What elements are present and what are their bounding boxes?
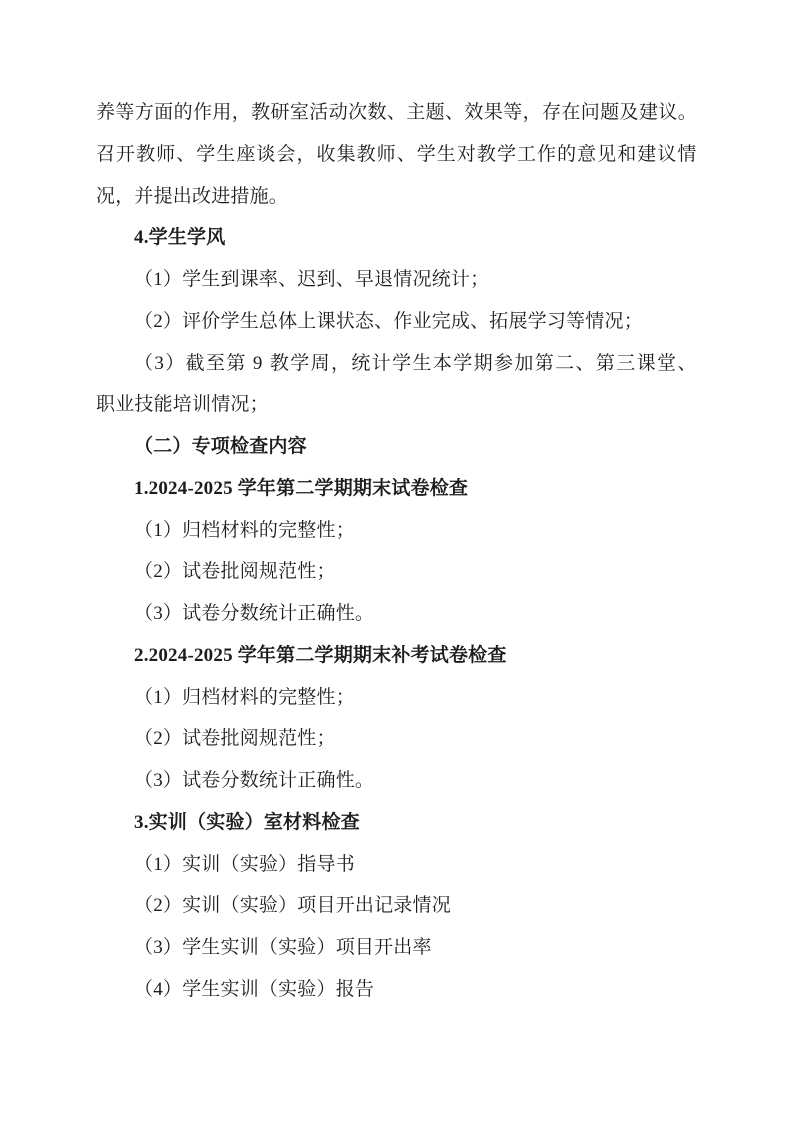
text-char: 室 xyxy=(289,102,310,123)
text-char: 、 xyxy=(176,143,196,165)
text-char: 意 xyxy=(577,143,597,165)
text-char: 召 xyxy=(96,143,116,165)
text-char: 本 xyxy=(432,352,453,374)
text-char: 教 xyxy=(476,143,497,165)
text-char: 教 xyxy=(269,352,290,374)
text-char: 题 xyxy=(425,102,445,123)
text-char: 教 xyxy=(136,143,156,165)
text-char: 、 xyxy=(445,102,465,123)
text-line xyxy=(96,134,697,176)
text-char: 计 xyxy=(371,352,391,374)
text-char: 及 xyxy=(619,102,639,123)
text-char: 数 xyxy=(367,102,387,123)
text-char: 作 xyxy=(537,143,557,165)
text-char: 存 xyxy=(541,102,562,123)
text-char: 活 xyxy=(309,102,329,123)
text-char: 作 xyxy=(192,102,213,123)
text-char: 工 xyxy=(516,143,537,165)
text-line xyxy=(96,343,697,385)
text-char: 3 xyxy=(154,352,165,374)
text-line: （2）实训（实验）项目开出记录情况 xyxy=(134,895,451,917)
text-line: （4）学生实训（实验）报告 xyxy=(134,978,375,1000)
text-char: 座 xyxy=(236,143,256,165)
text-char: 学 xyxy=(416,143,436,165)
text-line: 况，并提出改进措施。 xyxy=(96,185,289,207)
text-char: 用 xyxy=(212,102,232,123)
document-content xyxy=(96,92,697,1011)
text-char: 统 xyxy=(351,352,371,374)
text-line: （3）试卷分数统计正确性。 xyxy=(134,770,375,791)
text-char: 主 xyxy=(406,102,426,123)
text-char: 次 xyxy=(348,102,368,123)
text-char: 对 xyxy=(456,143,477,165)
text-char: 周 xyxy=(310,352,330,374)
text-char: 开 xyxy=(116,143,136,165)
text-char: 方 xyxy=(134,102,154,123)
text-char: 建 xyxy=(638,102,659,123)
text-line: （3）学生实训（实验）项目开出率 xyxy=(134,937,432,958)
text-char: 研 xyxy=(270,102,290,123)
text-char: 题 xyxy=(600,102,620,123)
text-line: （2）试卷批阅规范性； xyxy=(134,728,336,750)
text-char: ） xyxy=(165,352,185,374)
heading-line: 3.实训（实验）室材料检查 xyxy=(134,811,360,833)
text-char: ， xyxy=(296,143,316,165)
text-char: 第 xyxy=(226,352,246,374)
text-char: 教 xyxy=(356,143,376,165)
text-char: 和 xyxy=(617,143,637,165)
text-char: 在 xyxy=(561,102,581,123)
text-line: （1）归档材料的完整性； xyxy=(134,686,355,708)
text-char: 二 xyxy=(555,352,575,374)
text-char: ， xyxy=(331,352,351,374)
text-char: 动 xyxy=(328,102,348,123)
heading-line: 2.2024-2025 学年第二学期期末补考试卷检查 xyxy=(134,644,507,666)
text-char: 至 xyxy=(206,352,226,374)
text-char: 生 xyxy=(412,352,432,374)
text-char: 见 xyxy=(597,143,617,165)
text-char: 9 xyxy=(252,352,263,374)
text-char: 、 xyxy=(386,102,407,123)
text-char: 的 xyxy=(173,102,193,123)
text-char: 、 xyxy=(677,352,697,374)
text-char: 会 xyxy=(276,143,296,165)
text-char: 加 xyxy=(514,352,534,374)
text-char: 集 xyxy=(336,143,356,165)
text-char: （ xyxy=(134,352,154,374)
text-char: 建 xyxy=(637,143,657,165)
text-char: 学 xyxy=(496,143,517,165)
text-line: （2）试卷批阅规范性； xyxy=(134,561,336,583)
text-line: 职业技能培训情况； xyxy=(96,394,269,416)
text-char: 第 xyxy=(595,352,616,374)
text-char: 师 xyxy=(376,143,396,165)
text-char: 参 xyxy=(494,352,514,374)
text-line: （1）实训（实验）指导书 xyxy=(134,853,355,875)
text-char: 、 xyxy=(575,352,595,374)
text-char: 三 xyxy=(616,352,636,374)
text-line: （2）评价学生总体上课状态、作业完成、拓展学习等情况； xyxy=(134,310,643,332)
text-char: 、 xyxy=(396,143,416,165)
text-line: （3）试卷分数统计正确性。 xyxy=(134,603,375,624)
text-char: 问 xyxy=(580,102,600,123)
text-char: 学 xyxy=(453,352,473,374)
text-char: 生 xyxy=(216,143,236,165)
text-char: 截 xyxy=(185,352,205,374)
text-char: ， xyxy=(522,102,542,123)
text-char xyxy=(264,343,269,385)
text-char: 情 xyxy=(677,143,697,165)
text-char: 期 xyxy=(473,352,493,374)
text-char: 第 xyxy=(534,352,554,374)
text-char: 课 xyxy=(636,352,656,374)
text-char: 堂 xyxy=(657,352,677,374)
text-char: 生 xyxy=(436,143,456,165)
text-char: 谈 xyxy=(256,143,276,165)
text-char: 养 xyxy=(96,102,116,123)
heading-line: 1.2024-2025 学年第二学期期末试卷检查 xyxy=(134,477,469,499)
text-char: 议 xyxy=(658,102,678,123)
text-char: ， xyxy=(231,102,251,123)
text-char: 教 xyxy=(251,102,271,123)
text-char: 等 xyxy=(115,102,135,123)
text-char: 学 xyxy=(392,352,412,374)
text-char: 学 xyxy=(196,143,216,165)
text-char: 果 xyxy=(483,102,504,123)
text-char: 面 xyxy=(154,102,174,123)
heading-line: （二）专项检查内容 xyxy=(134,436,307,457)
text-char: 师 xyxy=(156,143,176,165)
text-char: 。 xyxy=(677,102,697,123)
text-line: （1）归档材料的完整性； xyxy=(134,519,355,541)
text-char: 议 xyxy=(657,143,677,165)
text-char: 的 xyxy=(557,143,577,165)
heading-line: 4.学生学风 xyxy=(134,227,226,249)
text-line xyxy=(96,92,697,134)
text-char: 效 xyxy=(464,102,484,123)
text-char: 学 xyxy=(290,352,310,374)
text-char: 收 xyxy=(316,143,336,165)
text-char: 等 xyxy=(503,102,523,123)
text-line: （1）学生到课率、迟到、早退情况统计； xyxy=(134,269,490,290)
text-char xyxy=(247,343,252,385)
